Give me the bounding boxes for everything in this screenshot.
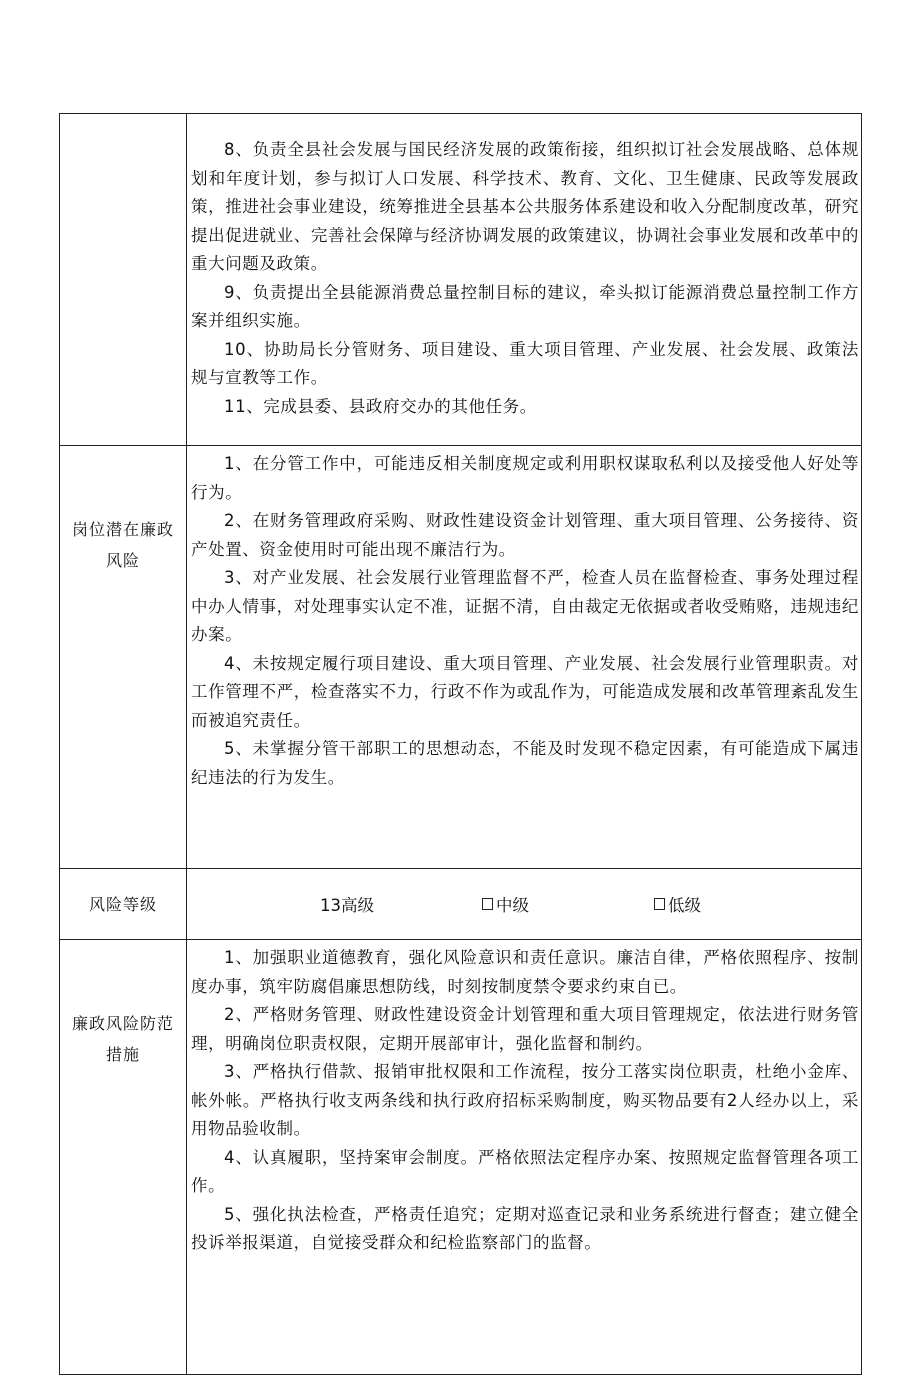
level-low-label: 低级 [668,896,701,915]
risks-content-cell [187,446,862,869]
measure-item: 3、严格执行借款、报销审批权限和工作流程，按分工落实岗位职责，杜绝小金库、帐外帐。严格执行收支两条线和执行政府招标采购制度，购买物品要有2人经办以上，采用物品验收制。 [191,1062,859,1138]
duty-item: 8、负责全县社会发展与国民经济发展的政策衔接，组织拟订社会发展战略、总体规划和年度计划，参与拟订人口发展、科学技术、教育、文化、卫生健康、民政等发展政策，推进社会事业建设，统筹推进全县基本公共服务体系建设和收入分配制度改革，研究提出促进就业、完善社会保障与经济协调发展的政策建议，协调社会事业发展和改革中的重大问题及政策。 [191,140,859,273]
duty-item: 9、负责提出全县能源消费总量控制目标的建议，牵头拟订能源消费总量控制工作方案并组织实施。 [191,282,859,330]
risk-level-options-cell [187,869,862,940]
level-mid-checkbox[interactable] [482,898,493,910]
risk-item: 4、未按规定履行项目建设、重大项目管理、产业发展、社会发展行业管理职责。对工作管理不严，检查落实不力，行政不作为或乱作为，可能造成发展和改革管理紊乱发生而被追究责任。 [191,653,859,730]
risks-row [60,446,862,869]
measures-label-cell [60,940,187,1375]
level-low-option[interactable] [654,892,701,916]
risk-item: 5、未掌握分管干部职工的思想动态，不能及时发现不稳定因素，有可能造成下属违纪违法的行为发生。 [191,739,859,787]
risk-level-row [60,869,862,940]
risk-level-label-cell [60,869,187,940]
risks-label: 岗位潜在廉政风险 [71,520,174,570]
risk-item: 1、在分管工作中，可能违反相关制度规定或利用职权谋取私利以及接受他人好处等行为。 [191,454,859,502]
measure-item: 2、严格财务管理、财政性建设资金计划管理和重大项目管理规定，依法进行财务管理，明确岗位职责权限，定期开展部审计，强化监督和制约。 [191,1005,859,1053]
duty-item: 10、协助局长分管财务、项目建设、重大项目管理、产业发展、社会发展、政策法规与宣教等工作。 [191,339,859,387]
measures-label: 廉政风险防范措施 [71,1014,174,1064]
level-mid-option[interactable] [482,892,529,916]
risk-level-label: 风险等级 [88,894,157,914]
risk-item: 3、对产业发展、社会发展行业管理监督不严，检查人员在监督检查、事务处理过程中办人情事，对处理事实认定不准，证据不清，自由裁定无依据或者收受贿赂，违规违纪办案。 [191,568,859,644]
measure-item: 4、认真履职，坚持案审会制度。严格依照法定程序办案、按照规定监督管理各项工作。 [191,1147,859,1195]
post-risk-table [59,113,862,1375]
level-high-label: 13高级 [320,896,374,915]
risk-level-options [191,869,859,939]
measures-row [60,940,862,1375]
duties-content-cell [187,114,862,446]
level-mid-label: 中级 [496,896,529,915]
level-high-option[interactable] [320,892,374,916]
measures-content-cell [187,940,862,1375]
measure-item: 1、加强职业道德教育，强化风险意识和责任意识。廉洁自律，严格依照程序、按制度办事，筑牢防腐倡廉思想防线，时刻按制度禁令要求约束自已。 [191,948,859,996]
measure-item: 5、强化执法检查，严格责任追究；定期对巡查记录和业务系统进行督查；建立健全投诉举报渠道，自觉接受群众和纪检监察部门的监督。 [191,1204,859,1252]
duties-label-cell [60,114,187,446]
level-low-checkbox[interactable] [654,898,665,910]
duties-row [60,114,862,446]
risk-item: 2、在财务管理政府采购、财政性建设资金计划管理、重大项目管理、公务接待、资产处置、资金使用时可能出现不廉洁行为。 [191,511,859,559]
risks-label-cell [60,446,187,869]
duty-item: 11、完成县委、县政府交办的其他任务。 [224,396,537,416]
